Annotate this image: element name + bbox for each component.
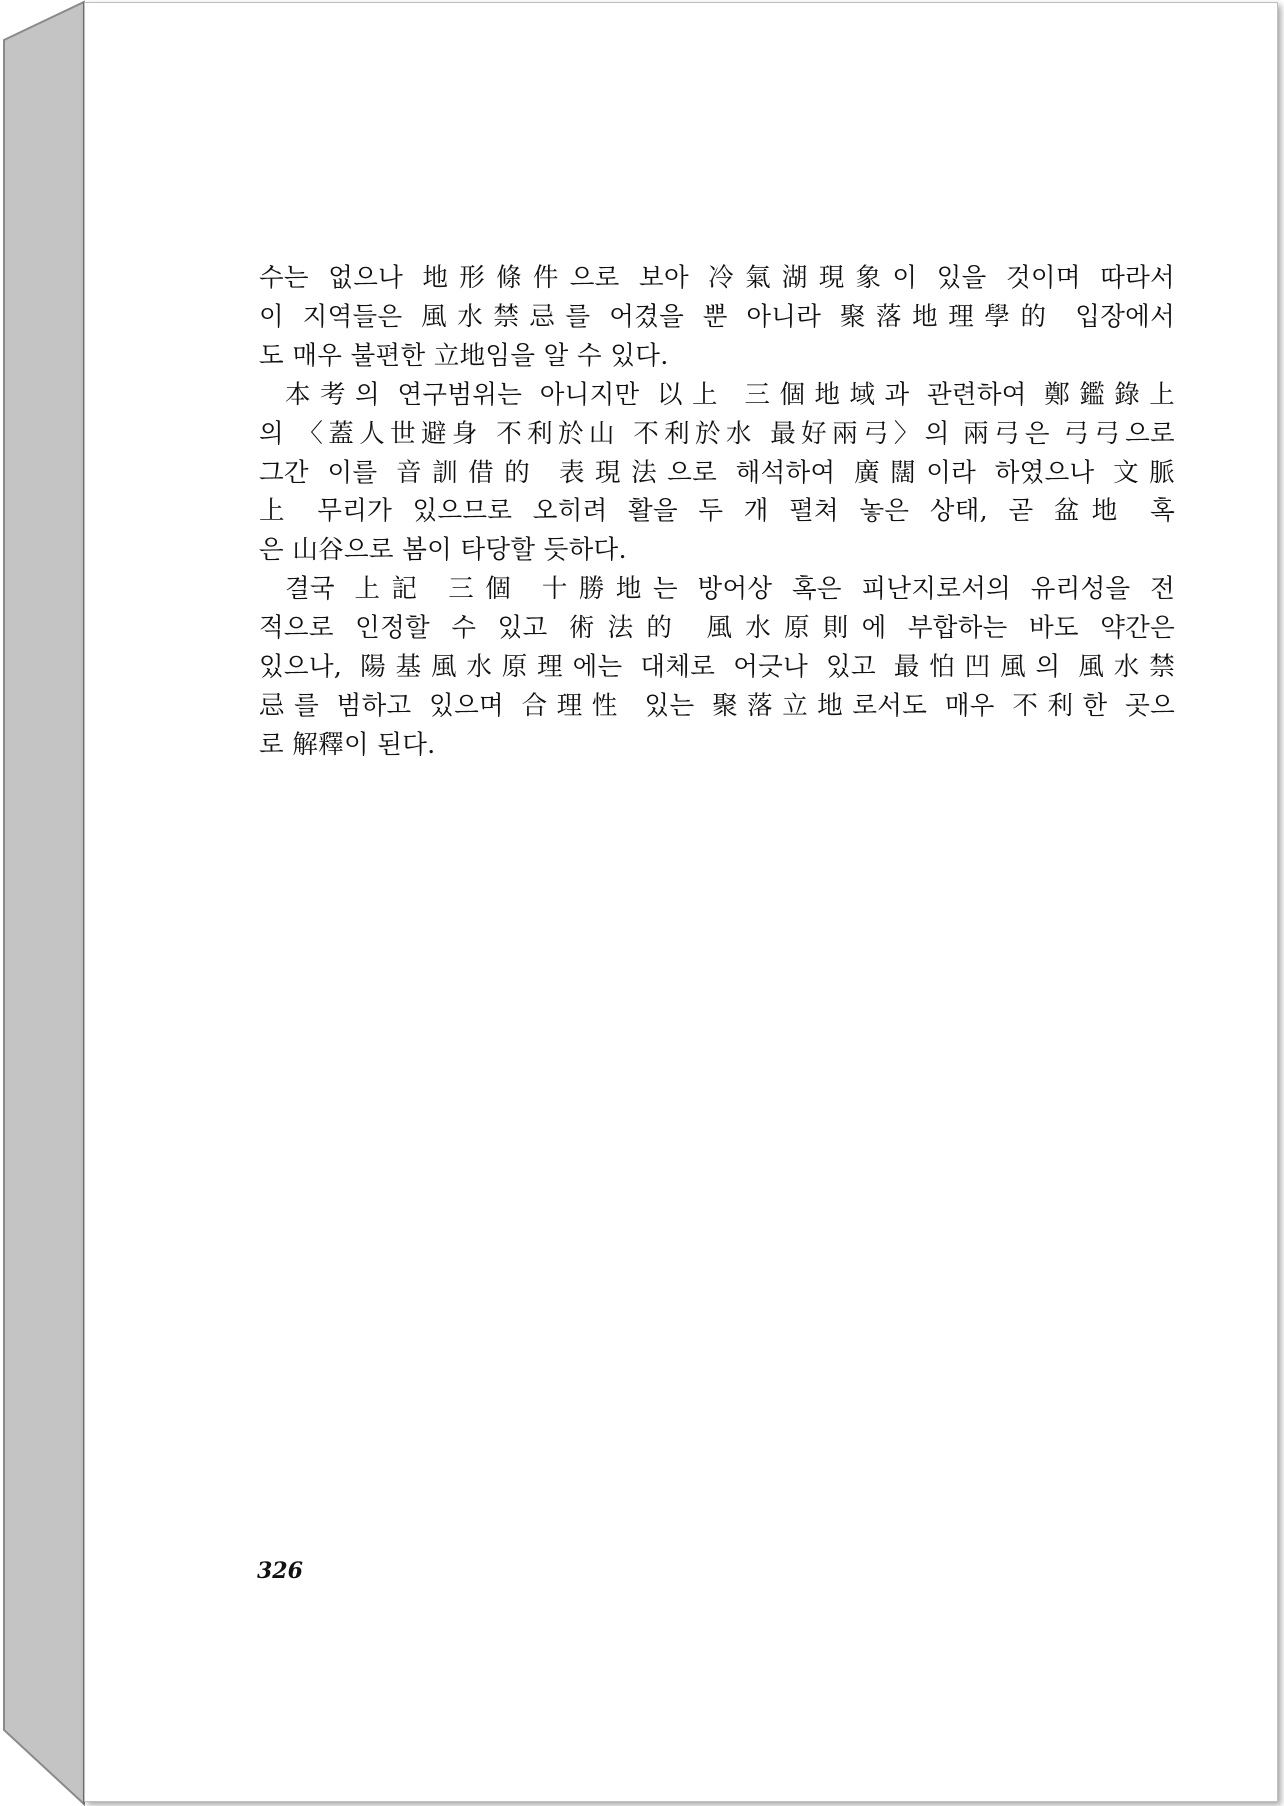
text-line: 이 지역들은 風水禁忌를 어겼을 뿐 아니라 聚落地理學的 입장에서 — [259, 301, 1175, 332]
body-text — [259, 259, 1175, 765]
paragraph-2 — [259, 376, 1175, 571]
text-line: 의 〈蓋人世避身 不利於山 不利於水 最好兩弓〉의 兩弓은 弓弓으로 — [259, 418, 1175, 449]
text-line: 本考의 연구범위는 아니지만 以上 三個地域과 관련하여 鄭鑑錄上 — [285, 379, 1175, 410]
book-spine — [0, 0, 90, 1806]
page-number: 326 — [257, 1558, 303, 1584]
book-page — [84, 2, 1278, 1802]
text-line: 上 무리가 있으므로 오히려 활을 두 개 펼쳐 놓은 상태, 곧 盆地 혹 — [259, 496, 1175, 527]
paragraph-1 — [259, 259, 1175, 376]
text-line: 忌를 범하고 있으며 合理性 있는 聚落立地로서도 매우 不利한 곳으 — [259, 690, 1175, 721]
text-line: 결국 上記 三個 十勝地는 방어상 혹은 피난지로서의 유리성을 전 — [285, 574, 1175, 605]
paragraph-3 — [259, 570, 1175, 765]
text-line: 도 매우 불편한 立地임을 알 수 있다. — [259, 340, 669, 371]
text-line: 은 山谷으로 봄이 타당할 듯하다. — [259, 535, 627, 566]
text-line: 있으나, 陽基風水原理에는 대체로 어긋나 있고 最怕凹風의 風水禁 — [259, 652, 1175, 683]
text-line: 로 解釋이 된다. — [259, 729, 436, 760]
text-line: 그간 이를 音訓借的 表現法으로 해석하여 廣闊이라 하였으나 文脈 — [259, 457, 1175, 488]
text-line: 적으로 인정할 수 있고 術法的 風水原則에 부합하는 바도 약간은 — [259, 613, 1175, 644]
text-line: 수는 없으나 地形條件으로 보아 冷氣湖現象이 있을 것이며 따라서 — [259, 263, 1175, 293]
